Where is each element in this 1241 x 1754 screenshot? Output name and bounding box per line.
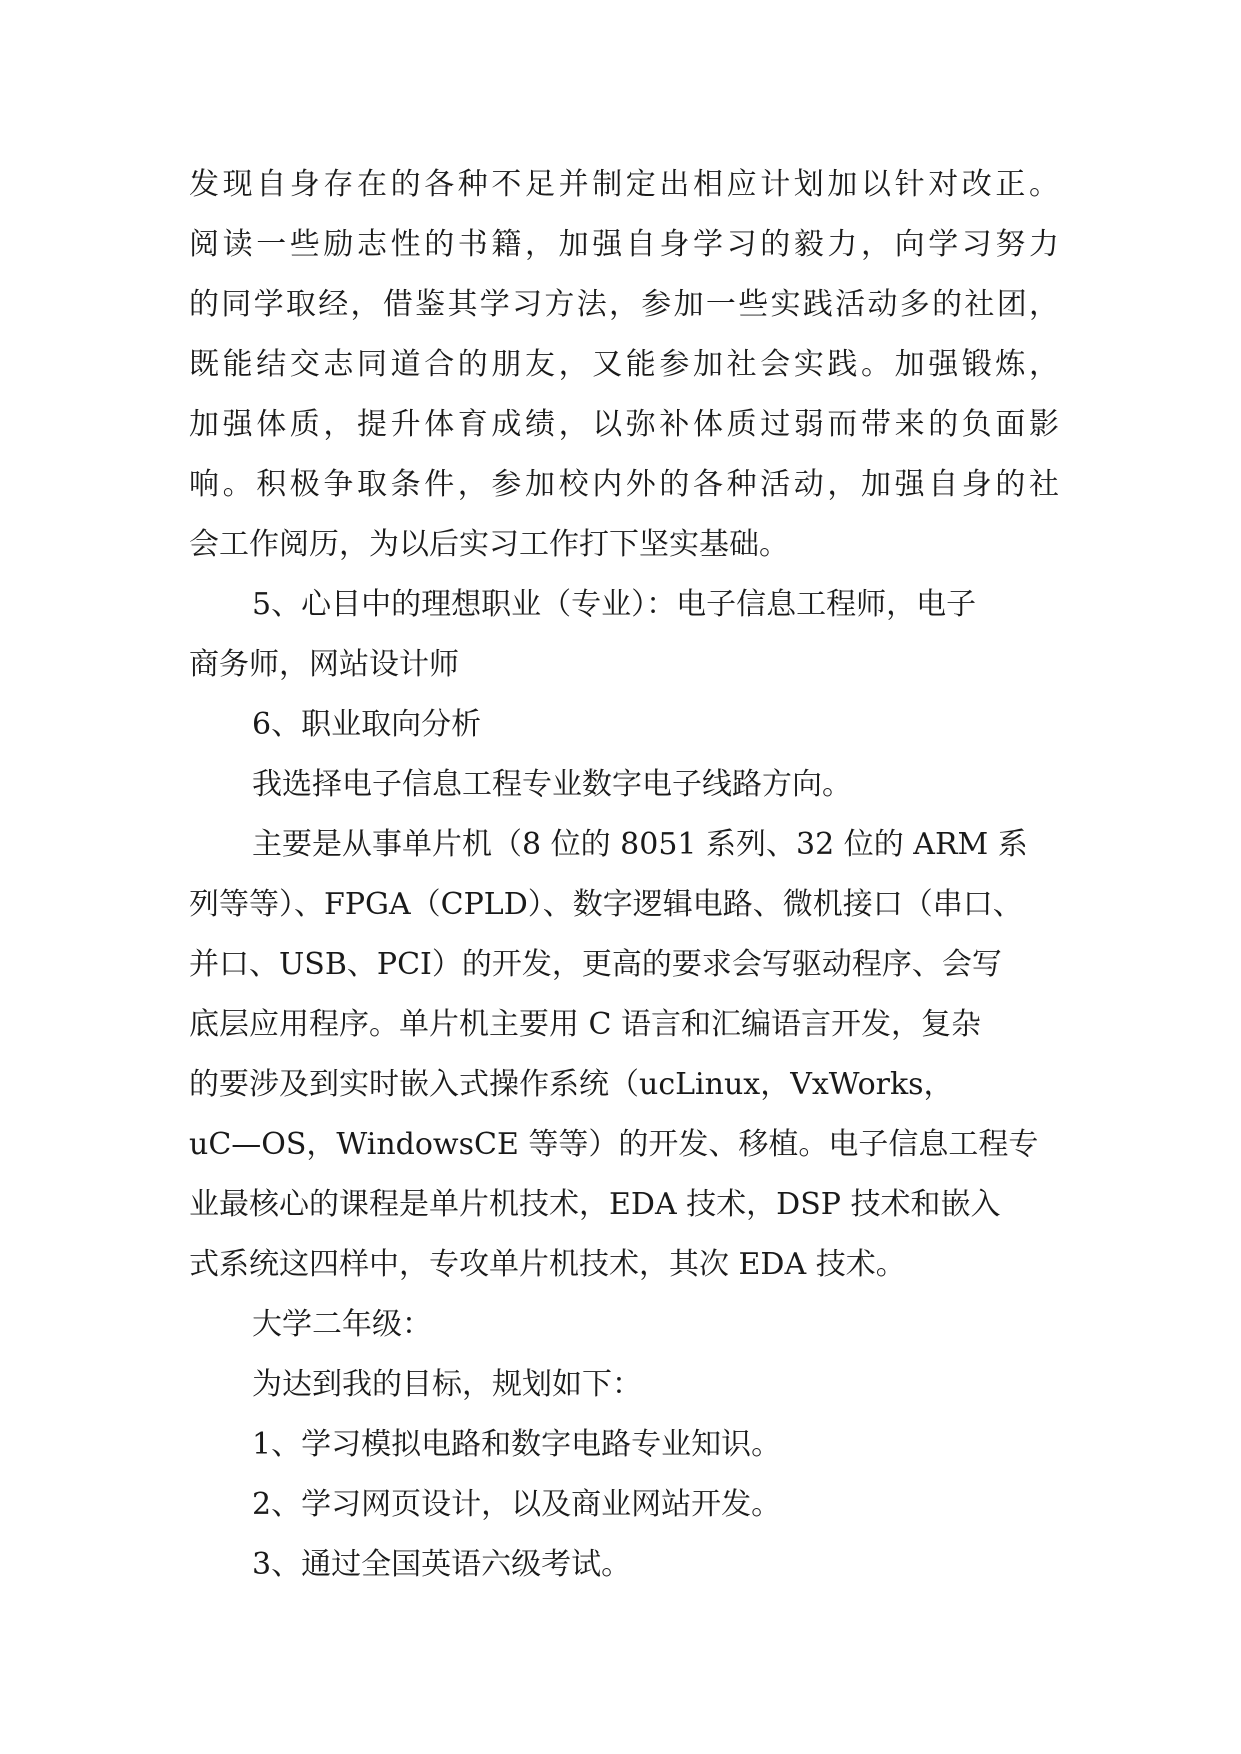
text-line: 6、职业取向分析 [252,707,482,742]
text-line: 业最核心的课程是单片机技术，EDA 技术，DSP 技术和嵌入 [189,1187,1001,1222]
text-line: 的要涉及到实时嵌入式操作系统（ucLinux，VxWorks， [189,1067,954,1102]
text-line: 底层应用程序。单片机主要用 C 语言和汇编语言开发，复杂 [189,1007,982,1042]
text-line: 大学二年级： [252,1307,432,1342]
body-text [189,155,1059,1595]
text-line: 商务师，网站设计师 [189,647,459,682]
text-line: 5、心目中的理想职业（专业）：电子信息工程师，电子 [252,587,977,622]
text-line: 为达到我的目标，规划如下： [252,1367,642,1402]
text-line: 并口、USB、PCI）的开发，更高的要求会写驱动程序、会写 [189,947,1002,982]
text-line: 1、学习模拟电路和数字电路专业知识。 [252,1427,782,1462]
text-line: 阅读一些励志性的书籍，加强自身学习的毅力，向学习努力 [189,227,1059,262]
text-line: 列等等）、FPGA（CPLD）、数字逻辑电路、微机接口（串口、 [189,887,1023,922]
text-line: uC—OS，WindowsCE 等等）的开发、移植。电子信息工程专 [189,1127,1039,1162]
text-line: 发现自身存在的各种不足并制定出相应计划加以针对改正。 [189,167,1059,202]
text-line: 加强体质，提升体育成绩，以弥补体质过弱而带来的负面影 [189,407,1059,442]
text-line: 2、学习网页设计，以及商业网站开发。 [252,1487,782,1522]
text-line: 响。积极争取条件，参加校内外的各种活动，加强自身的社 [189,467,1059,502]
text-line: 我选择电子信息工程专业数字电子线路方向。 [252,767,852,802]
text-line: 会工作阅历，为以后实习工作打下坚实基础。 [189,527,789,562]
text-line: 主要是从事单片机（8 位的 8051 系列、32 位的 ARM 系 [252,827,1028,862]
text-line: 既能结交志同道合的朋友，又能参加社会实践。加强锻炼， [189,347,1059,382]
text-line: 的同学取经，借鉴其学习方法，参加一些实践活动多的社团， [189,287,1059,322]
text-line: 3、通过全国英语六级考试。 [252,1547,632,1582]
text-line: 式系统这四样中，专攻单片机技术，其次 EDA 技术。 [189,1247,906,1282]
